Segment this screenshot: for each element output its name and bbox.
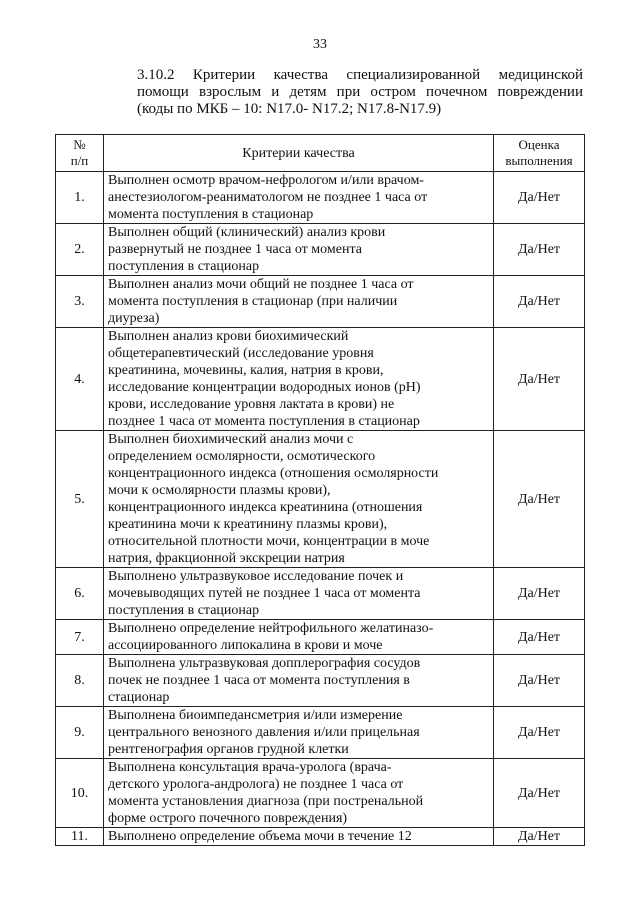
section-heading <box>137 67 583 118</box>
heading-line-2: помощи взрослым и детям при остром почечном повреждении <box>137 84 583 100</box>
criterion-line: поступления в стационар <box>108 259 260 274</box>
criterion-line: форме острого почечного повреждения) <box>108 811 348 826</box>
row-criterion <box>104 568 494 620</box>
page-number: 33 <box>313 37 327 52</box>
criterion-line: Выполнена консультация врача-уролога (врача- <box>108 760 392 775</box>
table-row <box>56 328 585 431</box>
row-number: 4. <box>56 328 104 431</box>
table-header-row <box>56 135 585 172</box>
row-number: 9. <box>56 707 104 759</box>
row-number: 5. <box>56 431 104 568</box>
criterion-line: момента установления диагноза (при постренальной <box>108 794 424 809</box>
row-number: 8. <box>56 655 104 707</box>
criterion-line: крови, исследование уровня лактата в крови) не <box>108 397 395 412</box>
criterion-line: Выполнен анализ крови биохимический <box>108 329 349 344</box>
table-row <box>56 431 585 568</box>
table-row <box>56 707 585 759</box>
header-criteria: Критерии качества <box>104 135 494 172</box>
table-row <box>56 568 585 620</box>
criterion-line: мочевыводящих путей не позднее 1 часа от момента <box>108 586 421 601</box>
table-row <box>56 759 585 828</box>
row-criterion <box>104 431 494 568</box>
criterion-line: относительной плотности мочи, концентрации в моче <box>108 534 430 549</box>
row-evaluation: Да/Нет <box>494 707 585 759</box>
row-criterion <box>104 759 494 828</box>
criterion-line: момента поступления в стационар (при наличии <box>108 294 398 309</box>
header-number <box>56 135 104 172</box>
row-evaluation: Да/Нет <box>494 172 585 224</box>
table-row <box>56 828 585 846</box>
criterion-line: момента поступления в стационар <box>108 207 314 222</box>
criterion-line: диуреза) <box>108 311 160 326</box>
row-evaluation: Да/Нет <box>494 568 585 620</box>
row-number: 3. <box>56 276 104 328</box>
table-body <box>56 172 585 846</box>
row-evaluation: Да/Нет <box>494 224 585 276</box>
criterion-line: исследование концентрации водородных ионов (pH) <box>108 380 421 395</box>
heading-line-1: 3.10.2 Критерии качества специализированной медицинской <box>137 67 583 83</box>
row-number: 10. <box>56 759 104 828</box>
row-number: 2. <box>56 224 104 276</box>
criterion-line: креатинина, мочевины, калия, натрия в крови, <box>108 363 384 378</box>
criterion-line: Выполнена ультразвуковая допплерография сосудов <box>108 656 421 671</box>
criterion-line: Выполнен общий (клинический) анализ крови <box>108 225 386 240</box>
row-evaluation: Да/Нет <box>494 759 585 828</box>
criterion-line: концентрационного индекса (отношения осмолярности <box>108 466 439 481</box>
criterion-line: детского уролога-андролога) не позднее 1 часа от <box>108 777 404 792</box>
table-row <box>56 655 585 707</box>
criterion-line: стационар <box>108 690 170 705</box>
row-evaluation: Да/Нет <box>494 655 585 707</box>
row-criterion <box>104 707 494 759</box>
header-evaluation-line-1: Оценка <box>518 137 560 152</box>
criterion-line: натрия, фракционной экскреции натрия <box>108 551 345 566</box>
row-number: 11. <box>56 828 104 846</box>
criterion-line: Выполнен биохимический анализ мочи с <box>108 432 354 447</box>
table-row <box>56 224 585 276</box>
row-evaluation: Да/Нет <box>494 620 585 655</box>
criterion-line: почек не позднее 1 часа от момента поступления в <box>108 673 410 688</box>
table-row <box>56 620 585 655</box>
table-row <box>56 172 585 224</box>
criterion-line: позднее 1 часа от момента поступления в стационар <box>108 414 420 429</box>
criterion-line: анестезиологом-реаниматологом не позднее 1 часа от <box>108 190 428 205</box>
header-number-line-2: п/п <box>70 153 89 168</box>
criterion-line: Выполнен анализ мочи общий не позднее 1 часа от <box>108 277 414 292</box>
row-evaluation: Да/Нет <box>494 828 585 846</box>
row-criterion <box>104 620 494 655</box>
row-number: 6. <box>56 568 104 620</box>
row-criterion <box>104 655 494 707</box>
criterion-line: Выполнена биоимпедансметрия и/или измерение <box>108 708 403 723</box>
row-evaluation: Да/Нет <box>494 328 585 431</box>
row-evaluation: Да/Нет <box>494 276 585 328</box>
criteria-table <box>55 134 585 846</box>
criterion-line: мочи к осмолярности плазмы крови), <box>108 483 331 498</box>
criterion-line: развернутый не позднее 1 часа от момента <box>108 242 362 257</box>
table-row <box>56 276 585 328</box>
criterion-line: Выполнено ультразвуковое исследование почек и <box>108 569 404 584</box>
criterion-line: центрального венозного давления и/или прицельная <box>108 725 420 740</box>
criterion-line: креатинина мочи к креатинину плазмы крови), <box>108 517 388 532</box>
criterion-line: поступления в стационар <box>108 603 260 618</box>
row-criterion <box>104 828 494 846</box>
row-number: 7. <box>56 620 104 655</box>
row-criterion <box>104 172 494 224</box>
row-criterion <box>104 328 494 431</box>
criterion-line: ассоциированного липокалина в крови и моче <box>108 638 383 653</box>
row-criterion <box>104 276 494 328</box>
header-evaluation <box>494 135 585 172</box>
heading-line-3: (коды по МКБ – 10: N17.0- N17.2; N17.8-N17.9) <box>137 101 442 117</box>
criterion-line: рентгенография органов грудной клетки <box>108 742 349 757</box>
row-number: 1. <box>56 172 104 224</box>
header-number-line-1: № <box>73 137 86 152</box>
criterion-line: определением осмолярности, осмотического <box>108 449 376 464</box>
header-evaluation-line-2: выполнения <box>505 153 573 168</box>
criterion-line: общетерапевтический (исследование уровня <box>108 346 374 361</box>
criterion-line: концентрационного индекса креатинина (отношения <box>108 500 423 515</box>
row-criterion <box>104 224 494 276</box>
row-evaluation: Да/Нет <box>494 431 585 568</box>
criterion-line: Выполнено определение объема мочи в течение 12 <box>108 829 412 844</box>
criterion-line: Выполнен осмотр врачом-нефрологом и/или врачом- <box>108 173 424 188</box>
criterion-line: Выполнено определение нейтрофильного желатиназо- <box>108 621 434 636</box>
